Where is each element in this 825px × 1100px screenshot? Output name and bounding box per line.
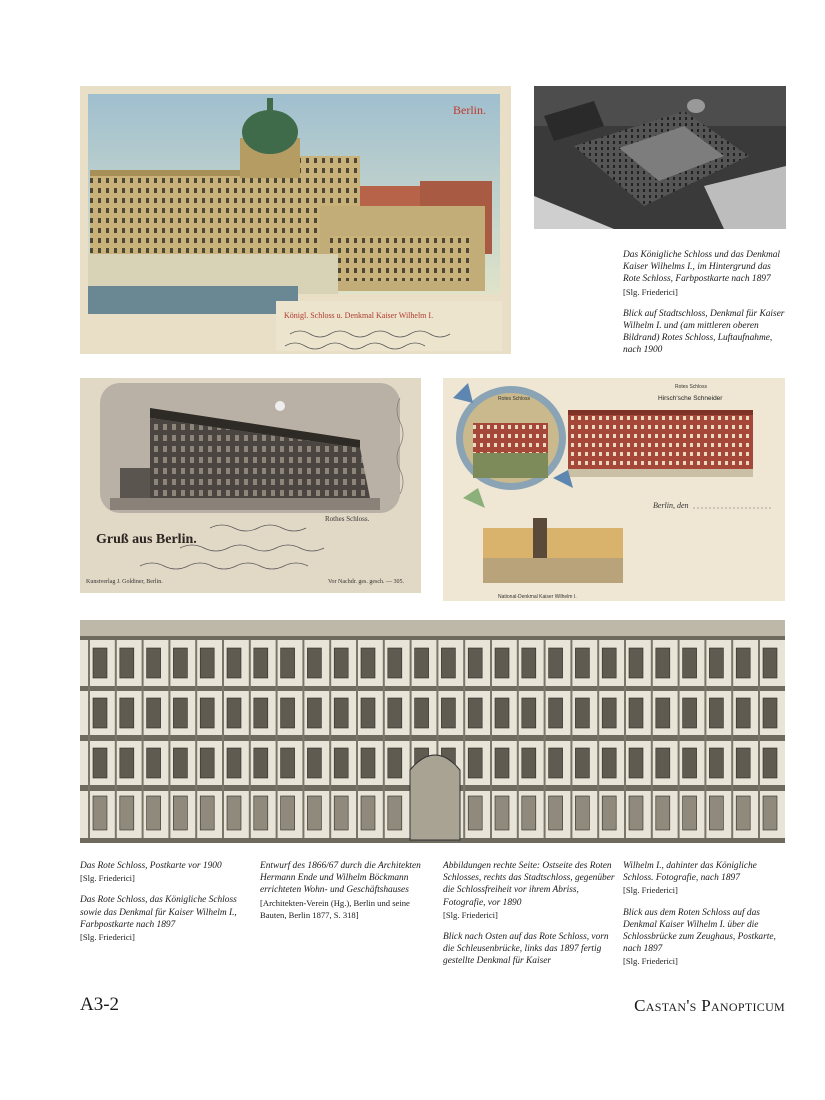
facade-window: [763, 698, 777, 728]
facade-window: [549, 796, 563, 830]
facade-window: [602, 796, 616, 830]
facade-window: [656, 648, 670, 678]
facade-pilaster: [329, 640, 331, 838]
facade-window: [602, 648, 616, 678]
facade-pilaster: [704, 640, 706, 838]
caption-paragraph: Blick auf Stadtschloss, Denkmal für Kaiser Wilhelm I. und (am mittleren oberen Bildrand) Rotes Schloss, Luftaufnahme, nach 1900: [623, 308, 785, 356]
facade-window: [495, 796, 509, 830]
facade-window: [307, 648, 321, 678]
facade-window: [763, 796, 777, 830]
facade-window: [334, 796, 348, 830]
facade-window: [254, 648, 268, 678]
facade-pilaster: [624, 640, 626, 838]
facade-window: [468, 698, 482, 728]
caption-column-2: [260, 860, 432, 931]
facade-pilaster: [544, 640, 546, 838]
postcard-caption-band: Königl. Schloss u. Denkmal Kaiser Wilhelm I.: [284, 311, 434, 320]
facade-window: [736, 796, 750, 830]
facade-window: [200, 796, 214, 830]
facade-window: [281, 748, 295, 778]
facade-window: [763, 748, 777, 778]
facade-pilaster: [651, 640, 653, 838]
caption-block-top: [623, 249, 788, 367]
caption-paragraph: Blick aus dem Roten Schloss auf das Denkmal Kaiser Wilhelm I. über die Schlossbrücke zum Zeughaus, Postkarte, nach 1897 [Slg. Friederici]: [623, 907, 776, 967]
caption-paragraph: Blick nach Osten auf das Rote Schloss, vorn die Schleusenbrücke, links das 1897 fertig gestellte Denkmal für Kaiser: [443, 932, 609, 967]
facade-window: [227, 748, 241, 778]
facade-pilaster: [731, 640, 733, 838]
facade-window: [602, 748, 616, 778]
facade-window: [388, 698, 402, 728]
facade-pilaster: [383, 640, 385, 838]
facade-window: [441, 698, 455, 728]
facade-window: [468, 796, 482, 830]
facade-pilaster: [115, 640, 117, 838]
facade-pilaster: [517, 640, 519, 838]
facade-window: [120, 648, 134, 678]
caption-column-4: [623, 860, 788, 978]
facade-window: [200, 648, 214, 678]
facade-window: [334, 648, 348, 678]
facade-window: [575, 648, 589, 678]
facade-window: [549, 698, 563, 728]
postcard-collage-rotes-schloss: [443, 378, 785, 601]
facade-window: [227, 648, 241, 678]
postcard-greeting: Gruß aus Berlin.: [96, 532, 197, 547]
facade-window: [709, 796, 723, 830]
facade-window: [120, 748, 134, 778]
caption-column-3: [443, 860, 615, 978]
postcard-koenigliches-schloss: [80, 86, 511, 354]
facade-window: [200, 748, 214, 778]
facade-pilaster: [195, 640, 197, 838]
facade-window: [495, 748, 509, 778]
facade-window: [736, 648, 750, 678]
collage-label-right-top: Rotes Schloss: [675, 384, 707, 390]
facade-pilaster: [356, 640, 358, 838]
facade-window: [120, 698, 134, 728]
collage-place-line: Berlin, den: [653, 501, 689, 510]
facade-window: [147, 648, 161, 678]
facade-window: [227, 698, 241, 728]
facade-window: [361, 796, 375, 830]
facade-window: [254, 698, 268, 728]
facade-pilaster: [168, 640, 170, 838]
caption-paragraph: Abbildungen rechte Seite: Ostseite des Roten Schlosses, rechts das Stadtschloss, gegenüber die Schlossfreiheit vor ihrem Abriss, Fotografie, vor 1890 [Slg. Friederici]: [443, 861, 615, 920]
caption-paragraph: Das Rote Schloss, das Königliche Schloss sowie das Denkmal für Kaiser Wilhelm I., Farbpostkarte nach 1897 [Slg. Friederici]: [80, 895, 237, 943]
facade-window: [468, 648, 482, 678]
facade-pilaster: [678, 640, 680, 838]
facade-window: [147, 748, 161, 778]
facade-window: [629, 648, 643, 678]
facade-window: [656, 698, 670, 728]
facade-window: [736, 748, 750, 778]
facade-window: [254, 796, 268, 830]
facade-window: [575, 796, 589, 830]
facade-window: [549, 748, 563, 778]
facade-window: [522, 748, 536, 778]
facade-window: [361, 698, 375, 728]
facade-window: [522, 796, 536, 830]
postcard-rothes-schloss: [80, 378, 421, 593]
facade-pilaster: [570, 640, 572, 838]
facade-window: [334, 698, 348, 728]
facade-window: [468, 748, 482, 778]
caption-paragraph: Entwurf des 1866/67 durch die Architekten Hermann Ende und Wilhelm Böckmann errichteten Wohn- und Geschäftshauses [Architekten-Verein (Hg.), Berlin und seine Bauten, Berlin 1877, S. 318]: [260, 861, 421, 920]
facade-pilaster: [249, 640, 251, 838]
aerial-photo-stadtschloss: [534, 86, 786, 229]
facade-window: [147, 796, 161, 830]
facade-window: [683, 748, 697, 778]
facade-window: [495, 648, 509, 678]
facade-window: [656, 796, 670, 830]
facade-window: [281, 796, 295, 830]
facade-window: [495, 698, 509, 728]
facade-pilaster: [597, 640, 599, 838]
facade-window: [709, 748, 723, 778]
postcard-title: Berlin.: [453, 103, 486, 117]
facade-window: [656, 748, 670, 778]
page-number: A3-2: [80, 994, 120, 1015]
facade-window: [147, 698, 161, 728]
facade-pilaster: [463, 640, 465, 838]
facade-pilaster: [758, 640, 760, 838]
facade-pilaster: [142, 640, 144, 838]
facade-window: [93, 748, 107, 778]
facade-pilaster: [222, 640, 224, 838]
facade-window: [93, 698, 107, 728]
facade-window: [763, 648, 777, 678]
facade-window: [522, 648, 536, 678]
facade-window: [736, 698, 750, 728]
collage-label-bottom: National-Denkmal Kaiser Wilhelm I.: [498, 594, 577, 600]
facade-window: [709, 698, 723, 728]
postcard-label: Rothes Schloss.: [325, 515, 370, 523]
facade-window: [629, 748, 643, 778]
running-title: Castan's Panopticum: [634, 996, 785, 1015]
facade-window: [629, 698, 643, 728]
facade-window: [200, 698, 214, 728]
facade-window: [683, 648, 697, 678]
facade-window: [522, 698, 536, 728]
facade-window: [307, 748, 321, 778]
facade-window: [173, 698, 187, 728]
facade-window: [388, 796, 402, 830]
postcard-publisher-left: Kunstverlag J. Goldiner, Berlin.: [86, 579, 163, 585]
facade-window: [683, 698, 697, 728]
facade-window: [709, 648, 723, 678]
facade-elevation-drawing: [80, 620, 785, 843]
facade-window: [415, 698, 429, 728]
facade-pilaster: [88, 640, 90, 838]
facade-window: [307, 796, 321, 830]
facade-window: [629, 796, 643, 830]
facade-window: [227, 796, 241, 830]
facade-window: [254, 748, 268, 778]
facade-window: [93, 648, 107, 678]
facade-window: [281, 698, 295, 728]
collage-label-oval: Rotes Schloss: [498, 396, 530, 402]
facade-pilaster: [276, 640, 278, 838]
facade-window: [361, 648, 375, 678]
facade-window: [388, 648, 402, 678]
collage-label-right: Hirsch'sche Schneider: [658, 395, 723, 402]
facade-window: [575, 698, 589, 728]
facade-window: [120, 796, 134, 830]
facade-window: [173, 748, 187, 778]
caption-paragraph: Das Königliche Schloss und das Denkmal Kaiser Wilhelms I., im Hintergrund das Rote Schloss, Farbpostkarte nach 1897 [Slg. Friederici]: [623, 250, 781, 297]
facade-pilaster: [302, 640, 304, 838]
facade-window: [93, 796, 107, 830]
facade-window: [549, 648, 563, 678]
facade-window: [415, 648, 429, 678]
facade-window: [575, 748, 589, 778]
caption-column-1: [80, 860, 250, 953]
facade-pilaster: [490, 640, 492, 838]
facade-window: [602, 698, 616, 728]
caption-paragraph: Wilhelm I., dahinter das Königliche Schloss. Fotografie, nach 1897 [Slg. Friederici]: [623, 861, 757, 896]
facade-window: [307, 698, 321, 728]
facade-window: [173, 796, 187, 830]
facade-window: [281, 648, 295, 678]
facade-window: [441, 648, 455, 678]
facade-window: [173, 648, 187, 678]
caption-paragraph: Das Rote Schloss, Postkarte vor 1900 [Slg. Friederici]: [80, 861, 222, 884]
facade-window: [334, 748, 348, 778]
facade-window: [388, 748, 402, 778]
facade-window: [361, 748, 375, 778]
postcard-publisher-right: Vor Nachdr. ges. gesch. — 305.: [328, 579, 405, 585]
facade-window: [683, 796, 697, 830]
